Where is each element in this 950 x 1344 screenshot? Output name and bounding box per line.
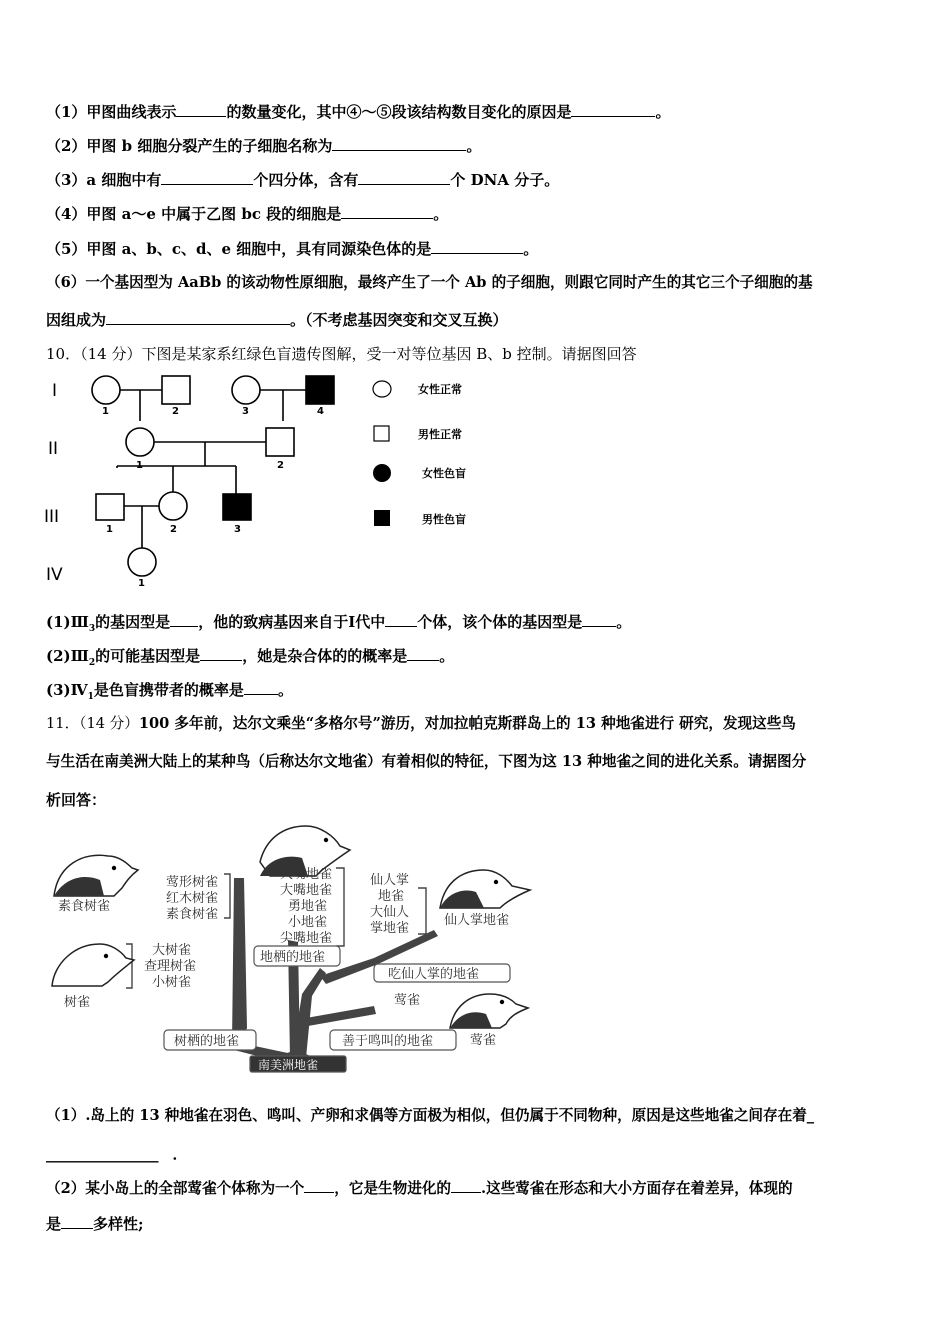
individual-II-1	[126, 428, 154, 456]
q9-line-5	[46, 239, 538, 259]
q9-text: （2）甲图 b 细胞分裂产生的子细胞名称为	[46, 137, 333, 155]
legend-female-affected-icon	[373, 464, 391, 482]
group-bracket	[336, 868, 344, 946]
legend-label: 女性色盲	[422, 467, 466, 480]
q10-text: 。	[616, 613, 632, 631]
q10-text: 的可能基因型是	[95, 647, 201, 665]
subscript: 1	[87, 692, 94, 702]
q9-text: 。	[466, 137, 482, 155]
individual-number: 3	[234, 524, 241, 535]
answer-blank[interactable]	[582, 612, 616, 627]
q9-text: 。	[655, 103, 671, 121]
q10-text: (3)Ⅳ	[46, 681, 88, 699]
individual-number: 1	[136, 460, 143, 471]
q10-text: (1)Ⅲ	[46, 613, 89, 631]
finch-evolution-tree	[44, 818, 534, 1074]
q10-sub-1	[46, 612, 631, 639]
q10-sub-2	[46, 646, 454, 673]
q11-para-2	[46, 752, 806, 772]
bird-label: 素食树雀	[58, 899, 111, 914]
answer-blank[interactable]	[407, 646, 439, 661]
subscript: 3	[88, 624, 96, 634]
individual-I-3	[232, 376, 260, 404]
answer-blank-text[interactable]: _______________	[46, 1145, 159, 1163]
answer-blank[interactable]	[358, 170, 450, 185]
q9-text: 。（不考虑基因突变和交叉互换）	[290, 311, 508, 329]
individual-number: 3	[242, 406, 249, 417]
individual-number: 2	[277, 460, 284, 471]
q9-text: （6）一个基因型为 AaBb 的该动物性原细胞，最终产生了一个 Ab 的子细胞，则跟它同时产生的其它三个子细胞的基	[46, 274, 813, 291]
individual-number: 1	[102, 406, 109, 417]
q11-text: ．	[172, 1145, 188, 1163]
q9-line-3	[46, 170, 559, 190]
q11-text: ，它是生物进化的	[334, 1180, 452, 1197]
q10-header	[46, 344, 637, 364]
generation-label: III	[44, 507, 60, 527]
answer-blank[interactable]	[571, 102, 655, 117]
q11-text: 是	[46, 1215, 62, 1233]
legend-male-normal-icon	[374, 426, 389, 441]
individual-IV-1	[128, 548, 156, 576]
answer-blank[interactable]	[170, 612, 198, 627]
q9-text: （4）甲图 a～e 中属于乙图 bc 段的细胞是	[46, 205, 342, 223]
species-label: 小地雀	[288, 915, 328, 930]
answer-blank[interactable]	[431, 239, 523, 254]
individual-I-1	[92, 376, 120, 404]
answer-blank[interactable]	[176, 102, 226, 117]
q11-sub-1b	[46, 1144, 188, 1164]
species-label: 莺形树雀	[166, 875, 219, 890]
answer-blank[interactable]	[451, 1178, 481, 1193]
answer-blank[interactable]	[341, 204, 433, 219]
q11-text: （1）.岛上的 13 种地雀在羽色、鸣叫、产卵和求偶等方面极为相似，但仍属于不同物种，原因是这些地雀之间存在着_	[46, 1107, 815, 1124]
species-label: 地雀	[378, 889, 405, 904]
q9-text: 因组成为	[46, 311, 107, 329]
answer-blank[interactable]	[61, 1214, 93, 1229]
q11-number: 11．（14 分）	[46, 715, 139, 732]
q11-para-3	[46, 790, 106, 810]
answer-blank[interactable]	[304, 1178, 334, 1193]
individual-III-2	[159, 492, 187, 520]
q10-text: ，她是杂合体的的概率是	[242, 647, 408, 665]
q9-text: 。	[433, 205, 449, 223]
q11-text: （2）某小岛上的全部莺雀个体称为一个	[46, 1180, 305, 1197]
q10-text: (2)Ⅲ	[46, 647, 89, 665]
species-label: 大嘴地雀	[280, 867, 333, 882]
q11-text: 与生活在南美洲大陆上的某种鸟（后称达尔文地雀）有着相似的特征，下图为这 13 种地雀之间的进化关系。请据图分	[46, 753, 807, 770]
q11-sub-2	[46, 1178, 793, 1199]
bird-label: 莺雀	[470, 1033, 497, 1048]
q9-line-2	[46, 136, 481, 156]
q9-text: 个四分体，含有	[253, 171, 359, 189]
group-bracket	[418, 888, 426, 934]
individual-I-4	[306, 376, 334, 404]
individual-number: 2	[172, 406, 179, 417]
bird-eye	[500, 1000, 504, 1004]
individual-number: 2	[170, 524, 177, 535]
individual-number: 1	[138, 578, 145, 589]
legend-male-affected-icon	[374, 510, 390, 526]
species-label: 仙人掌	[370, 873, 410, 888]
q10-header-text: 10．（14 分）下图是某家系红绿色盲遗传图解，受一对等位基因 B、b 控制。请据图回答	[46, 345, 637, 363]
category-label: 地栖的地雀	[260, 950, 326, 965]
generation-label: I	[52, 381, 58, 401]
q9-text: （5）甲图 a、b、c、d、e 细胞中，具有同源染色体的是	[46, 240, 432, 258]
legend-label: 男性色盲	[422, 513, 466, 526]
answer-blank[interactable]	[106, 310, 290, 325]
species-label: 大嘴地雀	[280, 883, 333, 898]
q11-para-1	[46, 714, 796, 734]
group-bracket	[224, 874, 230, 918]
q11-sub-3	[46, 1214, 144, 1234]
bird-eye	[112, 866, 116, 870]
individual-III-1	[96, 494, 124, 520]
species-label: 勇地雀	[288, 899, 328, 914]
species-label: 尖嘴地雀	[280, 931, 333, 946]
root-label: 南美洲地雀	[258, 1058, 319, 1072]
species-label: 掌地雀	[370, 921, 410, 936]
q10-text: 个体，该个体的基因型是	[417, 613, 583, 631]
q10-text: 是色盲携带者的概率是	[93, 681, 244, 699]
q9-line-4	[46, 204, 448, 224]
legend-female-normal-icon	[373, 381, 391, 397]
individual-number: 4	[317, 406, 324, 417]
q10-text: ，他的致病基因来自于Ⅰ代中	[198, 613, 386, 631]
q11-text: .这些莺雀在形态和大小方面存在着差异，体现的	[481, 1180, 793, 1197]
legend-label: 男性正常	[418, 428, 462, 441]
answer-blank[interactable]	[200, 646, 242, 661]
q9-text: 。	[523, 240, 539, 258]
species-label: 查理树雀	[144, 959, 197, 974]
bird-label: 仙人掌地雀	[444, 913, 510, 928]
q10-text: 。	[439, 647, 455, 665]
bird-eye	[104, 954, 108, 958]
q9-line-1	[46, 102, 670, 122]
bird-eye	[324, 838, 328, 842]
q10-text: 的基因型是	[95, 613, 171, 631]
category-label: 吃仙人掌的地雀	[388, 967, 480, 982]
q9-text: （3）a 细胞中有	[46, 171, 162, 189]
species-label: 小树雀	[152, 975, 192, 990]
tree-branch	[306, 1006, 376, 1026]
pedigree-chart	[40, 366, 500, 592]
q11-sub-1a	[46, 1106, 814, 1126]
species-label: 大仙人	[370, 905, 410, 920]
individual-number: 1	[106, 524, 113, 535]
tree-finch-head	[52, 944, 134, 986]
tree-branch	[232, 878, 247, 1043]
q9-line-6a	[46, 273, 813, 293]
individual-II-2	[266, 428, 294, 456]
answer-blank[interactable]	[161, 170, 253, 185]
generation-label: II	[48, 439, 59, 459]
individual-III-3	[223, 494, 251, 520]
subscript: 2	[88, 658, 96, 668]
category-label: 树栖的地雀	[174, 1034, 240, 1049]
bird-label: 树雀	[64, 995, 91, 1010]
answer-blank[interactable]	[385, 612, 417, 627]
q9-text: （1）甲图曲线表示	[46, 103, 177, 121]
answer-blank[interactable]	[332, 136, 466, 151]
q10-sub-3	[46, 680, 293, 707]
q9-line-6b	[46, 310, 508, 330]
answer-blank[interactable]	[244, 680, 278, 695]
q9-text: 的数量变化，其中④～⑤段该结构数目变化的原因是	[226, 103, 572, 121]
q10-text: 。	[277, 681, 293, 699]
q11-text: 100 多年前，达尔文乘坐“多格尔号”游历，对加拉帕克斯群岛上的 13 种地雀进行 研究，发现这些鸟	[138, 715, 796, 732]
bird-eye	[494, 880, 498, 884]
q11-text: 析回答：	[46, 791, 107, 809]
generation-label: IV	[46, 565, 63, 585]
category-label: 善于鸣叫的地雀	[342, 1034, 434, 1049]
individual-I-2	[162, 376, 190, 404]
q11-text: 多样性;	[93, 1215, 144, 1233]
legend-label: 女性正常	[418, 383, 462, 396]
q9-text: 个 DNA 分子。	[450, 171, 560, 189]
species-label: 素食树雀	[166, 907, 219, 922]
species-label: 红木树雀	[166, 891, 219, 906]
species-label: 大树雀	[152, 943, 192, 958]
species-label: 莺雀	[394, 993, 421, 1008]
